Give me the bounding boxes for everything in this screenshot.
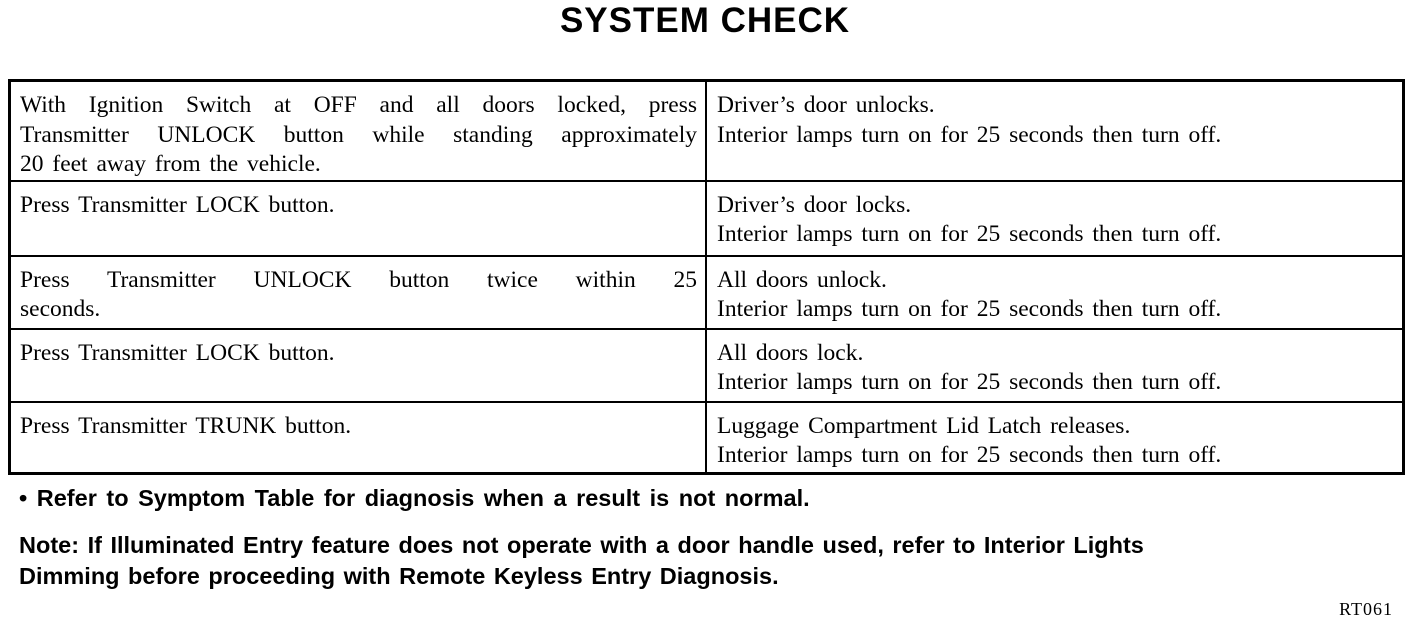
result-cell bbox=[706, 81, 1404, 181]
action-text: 20 feet away from the vehicle. bbox=[20, 151, 321, 177]
action-cell bbox=[10, 181, 707, 256]
figure-reference: RT061 bbox=[1339, 599, 1393, 619]
table-row bbox=[10, 181, 1404, 256]
table-row bbox=[10, 402, 1404, 474]
result-cell bbox=[706, 329, 1404, 402]
note-line: Note: If Illuminated Entry feature does not operate with a door handle used, refer to Interior Lights bbox=[19, 532, 1144, 558]
action-text: With Ignition Switch at OFF and all doors locked, press bbox=[20, 92, 697, 118]
action-cell bbox=[10, 256, 707, 329]
result-text: Interior lamps turn on for 25 seconds then turn off. bbox=[717, 442, 1222, 468]
result-text: Driver’s door locks. bbox=[717, 191, 912, 218]
table-row bbox=[10, 81, 1404, 181]
action-text: Transmitter UNLOCK button while standing approximately bbox=[20, 121, 697, 148]
action-cell bbox=[10, 329, 707, 402]
result-text: Driver’s door unlocks. bbox=[717, 92, 935, 118]
action-text: Press Transmitter LOCK button. bbox=[20, 191, 335, 218]
result-cell bbox=[706, 256, 1404, 329]
result-text: Interior lamps turn on for 25 seconds then turn off. bbox=[717, 369, 1222, 395]
action-text: Press Transmitter TRUNK button. bbox=[20, 412, 352, 439]
illuminated-entry-note bbox=[19, 530, 1389, 592]
result-text: Luggage Compartment Lid Latch releases. bbox=[717, 412, 1131, 439]
action-text: seconds. bbox=[20, 296, 101, 322]
result-cell bbox=[706, 181, 1404, 256]
action-cell bbox=[10, 81, 707, 181]
action-cell bbox=[10, 402, 707, 474]
action-text: Press Transmitter UNLOCK button twice within 25 bbox=[20, 266, 697, 293]
result-text: All doors unlock. bbox=[717, 266, 887, 293]
result-text: Interior lamps turn on for 25 seconds then turn off. bbox=[717, 221, 1222, 247]
page-title: SYSTEM CHECK bbox=[559, 1, 851, 40]
table-row bbox=[10, 256, 1404, 329]
action-text: Press Transmitter LOCK button. bbox=[20, 339, 335, 366]
system-check-table bbox=[8, 79, 1405, 475]
result-cell bbox=[706, 402, 1404, 474]
result-text: All doors lock. bbox=[717, 339, 864, 366]
result-text: Interior lamps turn on for 25 seconds then turn off. bbox=[717, 121, 1222, 148]
table-row bbox=[10, 329, 1404, 402]
note-line: Dimming before proceeding with Remote Keyless Entry Diagnosis. bbox=[19, 563, 779, 589]
result-text: Interior lamps turn on for 25 seconds then turn off. bbox=[717, 296, 1222, 322]
symptom-table-note: • Refer to Symptom Table for diagnosis when a result is not normal. bbox=[19, 485, 810, 511]
